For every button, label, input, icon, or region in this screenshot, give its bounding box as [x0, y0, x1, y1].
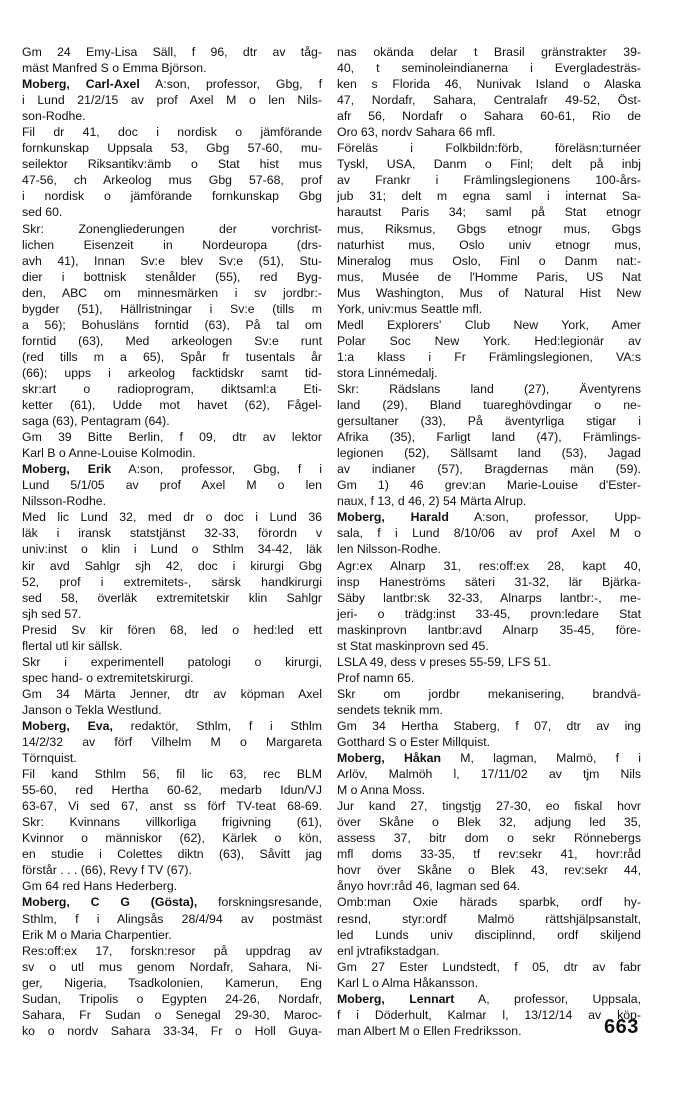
text-line	[22, 44, 322, 60]
text-line	[337, 124, 641, 140]
line-text: enl jvtrafikstadgan.	[337, 943, 440, 958]
line-text: Säby lantbr:sk 32-33, Alnarps lantbr:-, me-	[337, 590, 641, 605]
line-text: forntid (63), Med arkeologen Sv:e runt	[22, 333, 322, 348]
line-text: Gm 24 Emy-Lisa Säll, f 96, dtr av tåg-	[22, 45, 322, 59]
text-line	[337, 445, 641, 461]
text-line	[337, 397, 641, 413]
text-line	[22, 782, 322, 798]
line-text: fornkunskap Uppsala 53, Gbg 57-60, mu-	[22, 141, 322, 156]
line-text: ger, Nigeria, Tsadkolonien, Kamerun, Eng	[22, 975, 322, 990]
text-line	[337, 221, 641, 237]
text-line	[22, 943, 322, 959]
line-text: mfl doms 33-35, tf rev:sekr 41, hovr:råd	[337, 847, 641, 862]
text-line	[337, 1023, 641, 1039]
text-line	[337, 140, 641, 156]
line-text: Kvinnor o människor (62), Kärlek o kön,	[22, 831, 322, 846]
text-line	[337, 237, 641, 253]
text-line	[337, 894, 641, 910]
line-text: Lund 5/1/05 av prof Axel M o len	[22, 478, 322, 493]
text-line	[337, 204, 641, 220]
text-line	[337, 172, 641, 188]
text-line	[22, 333, 322, 349]
line-text: sv o utl mus genom Nordafr, Sahara, Ni-	[22, 959, 322, 974]
line-text: bygder (51), Hällristningar i Sv:e (tills m	[22, 301, 322, 316]
line-text: LSLA 49, dess v preses 55-59, LFS 51.	[337, 654, 551, 669]
text-line	[22, 108, 322, 124]
line-text: (66); upps i arkeolog facktidskr samt tid-	[22, 365, 322, 380]
text-line	[22, 285, 322, 301]
text-line	[22, 911, 322, 927]
line-text: 14/2/32 av förf Vilhelm M o Margareta	[22, 735, 322, 750]
line-text: Prof namn 65.	[337, 670, 415, 685]
line-text: 1:a klass i Fr Främlingslegionen, VA:s	[337, 349, 641, 364]
text-line	[22, 878, 322, 894]
text-line	[22, 445, 322, 461]
line-text: forskningsresande,	[197, 895, 322, 910]
line-text: A:son, professor, Upp-	[448, 510, 641, 525]
text-line	[337, 269, 641, 285]
text-line	[337, 862, 641, 878]
line-text: sala, f i Lund 8/10/06 av prof Axel M o	[337, 526, 641, 541]
text-line	[22, 750, 322, 766]
line-text: Agr:ex Alnarp 31, res:off:ex 28, kapt 40,	[337, 558, 641, 573]
line-text: (red tills m a 65), Spår fr tusentals år	[22, 349, 322, 364]
line-text: York, univ:mus Seattle mfl.	[337, 301, 483, 316]
line-text: a 56); Bohusläns forntid (63), På tal om	[22, 317, 322, 332]
line-text: len Nilsson-Rodhe.	[337, 542, 441, 557]
text-line	[337, 638, 641, 654]
text-line	[22, 766, 322, 782]
text-line	[337, 317, 641, 333]
line-text: Gm 39 Bitte Berlin, f 09, dtr av lektor	[22, 430, 322, 445]
text-line	[22, 509, 322, 525]
text-line	[22, 253, 322, 269]
line-text: sed 58, överläk extremitetskir klin Sahlgr	[22, 590, 322, 605]
line-text: en studie i Colettes diktn (63), Såvitt jag	[22, 847, 322, 862]
entry-heading: Moberg, Carl-Axel	[22, 77, 140, 92]
line-text: st Stat maskinprovn sed 45.	[337, 638, 489, 653]
line-text: assess 37, bitr dom o sekr Rönnebergs	[337, 831, 641, 846]
text-line	[22, 237, 322, 253]
line-text: A:son, professor, Gbg, f i	[111, 462, 322, 477]
text-line	[22, 541, 322, 557]
text-line	[337, 558, 641, 574]
text-line	[22, 718, 322, 734]
text-line	[337, 943, 641, 959]
line-text: sendets teknik mm.	[337, 702, 443, 717]
line-text: afr 56, Nordafr o Sahara 60-61, Rio de	[337, 109, 641, 124]
text-line	[337, 927, 641, 943]
line-text: över Skåne o Blek 32, adjung led 35,	[337, 815, 641, 830]
line-text: Omb:man Oxie härads sparbk, ordf hy-	[337, 895, 641, 910]
line-text: harautst Paris 34; saml på Stat etnogr	[337, 205, 641, 220]
line-text: mus, Riksmus, Gbgs etnogr mus, Gbgs	[337, 221, 641, 236]
text-line	[337, 365, 641, 381]
line-text: Oro 63, nordv Sahara 66 mfl.	[337, 125, 496, 140]
text-line	[337, 253, 641, 269]
text-line	[337, 975, 641, 991]
text-line	[337, 814, 641, 830]
text-line	[337, 766, 641, 782]
text-line	[337, 959, 641, 975]
line-text: Sudan, Tripolis o Egypten 24-26, Nordafr,	[22, 991, 322, 1006]
left-column	[22, 44, 322, 1039]
text-line	[337, 782, 641, 798]
line-text: gersultaner (33), På äventyrliga stigar i	[337, 414, 641, 429]
text-line	[22, 734, 322, 750]
text-line	[337, 734, 641, 750]
text-line	[22, 140, 322, 156]
line-text: legionen (52), Sällsamt land (53), Jagad	[337, 446, 641, 461]
text-line	[22, 814, 322, 830]
line-text: insp Haneströms säteri 31-32, lär Bjärka-	[337, 574, 641, 589]
line-text: dier i bottnisk stenålder (55), red Byg-	[22, 269, 322, 284]
text-line	[22, 349, 322, 365]
text-line	[22, 397, 322, 413]
line-text: f i Döderhult, Kalmar l, 13/12/14 av köp-	[337, 1007, 641, 1022]
line-text: hovr över Skåne o Blek 43, rev:sekr 44,	[337, 863, 641, 878]
line-text: Mus Washington, Mus of Natural Hist New	[337, 285, 641, 300]
text-line	[22, 124, 322, 140]
line-text: Gotthard S o Ester Millquist.	[337, 735, 491, 750]
line-text: skr:art o radioprogram, diktsaml:a Eti-	[22, 381, 322, 396]
line-text: univ:inst o klin i Lund o Sthlm 34-42, läk	[22, 542, 322, 557]
line-text: Fil dr 41, doc i nordisk o jämförande	[22, 125, 322, 140]
text-line	[22, 269, 322, 285]
line-text: Sthlm, f i Alingsås 28/4/94 av postmäst	[22, 911, 322, 926]
line-text: ko o nordv Sahara 33-34, Fr o Holl Guya-	[22, 1023, 322, 1038]
line-text: naux, f 13, d 46, 2) 54 Märta Alrup.	[337, 494, 527, 509]
text-line	[337, 429, 641, 445]
text-line	[337, 156, 641, 172]
line-text: mus, Musée de l'Homme Paris, US Nat	[337, 269, 641, 284]
line-text: son-Rodhe.	[22, 109, 86, 124]
line-text: mäst Manfred S o Emma Björson.	[22, 61, 207, 76]
line-text: sjh sed 57.	[22, 606, 82, 621]
line-text: 47, Nordafr, Sahara, Centralafr 49-52, Öst-	[337, 93, 641, 108]
text-line	[337, 878, 641, 894]
text-line	[22, 654, 322, 670]
line-text: Skr: Zonengliederungen der vorchrist-	[22, 221, 322, 236]
text-line	[22, 156, 322, 172]
text-line	[337, 108, 641, 124]
text-line	[22, 1007, 322, 1023]
line-text: Törnquist.	[22, 751, 77, 766]
text-line	[337, 60, 641, 76]
text-line	[22, 622, 322, 638]
text-line	[337, 654, 641, 670]
text-line	[22, 959, 322, 975]
text-line	[337, 349, 641, 365]
text-line	[337, 991, 641, 1007]
text-line	[22, 365, 322, 381]
line-text: Gm 1) 46 grev:an Marie-Louise d'Ester-	[337, 478, 641, 493]
text-line	[22, 413, 322, 429]
text-line	[337, 285, 641, 301]
right-column	[337, 44, 641, 1039]
text-line	[22, 638, 322, 654]
line-text: avh 41), Innan Sv:e blev Sv:e (51), Stu-	[22, 253, 322, 268]
text-line	[22, 525, 322, 541]
line-text: den, ABC om minnesmärken i sv jordbr:-	[22, 285, 322, 300]
text-line	[337, 477, 641, 493]
entry-heading: Moberg, Eva,	[22, 718, 113, 733]
line-text: Gm 27 Ester Lundstedt, f 05, dtr av fabr	[337, 959, 641, 974]
line-text: land (29), Bland tuareghövdingar o ne-	[337, 398, 641, 413]
line-text: Skr i experimentell patologi o kirurgi,	[22, 654, 322, 669]
line-text: spec hand- o extremitetskirurgi.	[22, 670, 194, 685]
text-line	[22, 1023, 322, 1039]
line-text: Arlöv, Malmöh l, 17/11/02 av tjm Nils	[337, 767, 641, 782]
line-text: Afrika (35), Farligt land (47), Främlings-	[337, 430, 641, 445]
line-text: sed 60.	[22, 205, 63, 220]
text-line	[22, 991, 322, 1007]
text-line	[337, 590, 641, 606]
line-text: i nordisk o jämförande fornkunskap Gbg	[22, 189, 322, 204]
text-line	[22, 477, 322, 493]
text-line	[337, 188, 641, 204]
line-text: A, professor, Uppsala,	[454, 991, 641, 1006]
line-text: Karl B o Anne-Louise Kolmodin.	[22, 446, 196, 461]
text-line	[22, 846, 322, 862]
text-line	[22, 862, 322, 878]
line-text: naturhist mus, Oslo univ etnogr mus,	[337, 237, 641, 252]
text-line	[22, 204, 322, 220]
text-line	[22, 558, 322, 574]
line-text: 47-56, ch Arkeolog mus Gbg 57-68, prof	[22, 173, 322, 188]
line-text: lichen Eisenzeit in Nordeuropa (drs-	[22, 237, 322, 252]
text-line	[337, 509, 641, 525]
line-text: 63-67, Vi sed 67, anst ss förf TV-teat 68-69.	[22, 799, 322, 814]
line-text: M o Anna Moss.	[337, 783, 426, 798]
text-line	[22, 894, 322, 910]
entry-heading: Moberg, Håkan	[337, 751, 441, 766]
line-text: Janson o Tekla Westlund.	[22, 702, 162, 717]
line-text: Res:off:ex 17, forskn:resor på uppdrag av	[22, 943, 322, 958]
line-text: redaktör, Sthlm, f i Sthlm	[112, 718, 322, 733]
line-text: Karl L o Alma Håkansson.	[337, 975, 479, 990]
line-text: ken s Florida 46, Nunivak Island o Alaska	[337, 77, 641, 92]
line-text: Mineralog mus Oslo, Finl o Danm nat:-	[337, 253, 641, 268]
text-line	[22, 830, 322, 846]
text-line	[337, 798, 641, 814]
line-text: jeri- o trädg:inst 33-45, provn:ledare Stat	[337, 606, 641, 621]
text-line	[22, 670, 322, 686]
text-line	[22, 798, 322, 814]
text-line	[22, 221, 322, 237]
line-text: Skr: Rädslans land (27), Äventyrens	[337, 381, 641, 396]
text-line	[22, 76, 322, 92]
line-text: av indianer (57), Bragdernas män (59).	[337, 462, 641, 477]
text-line	[22, 574, 322, 590]
text-line	[337, 413, 641, 429]
page-number: 663	[604, 1016, 639, 1038]
line-text: saga (63), Pentagram (64).	[22, 414, 170, 429]
line-text: Skr: Kvinnans villkorliga frigivning (61),	[22, 815, 322, 830]
text-line	[22, 188, 322, 204]
line-text: seilektor Riksantikv:ämb o Stat hist mus	[22, 157, 322, 172]
line-text: Presid Sv kir fören 68, led o hed:led ett	[22, 622, 322, 637]
line-text: Polar Soc New York. Hed:legionär av	[337, 333, 641, 348]
text-line	[22, 686, 322, 702]
text-line	[22, 92, 322, 108]
text-line	[22, 590, 322, 606]
text-line	[22, 975, 322, 991]
text-line	[337, 718, 641, 734]
text-line	[22, 60, 322, 76]
text-line	[22, 606, 322, 622]
line-text: ånyo hovr:råd 46, lagman sed 64.	[337, 879, 521, 894]
text-line	[337, 606, 641, 622]
line-text: Fil kand Sthlm 56, fil lic 63, rec BLM	[22, 767, 322, 782]
text-line	[337, 846, 641, 862]
line-text: Gm 34 Hertha Staberg, f 07, dtr av ing	[337, 718, 641, 733]
text-line	[22, 927, 322, 943]
line-text: Sahara, Fr Sudan o Senegal 29-30, Maroc-	[22, 1007, 322, 1022]
text-line	[337, 622, 641, 638]
text-line	[337, 301, 641, 317]
text-line	[22, 381, 322, 397]
line-text: 55-60, red Hertha 60-62, medarb Idun/VJ	[22, 783, 322, 798]
text-line	[337, 670, 641, 686]
line-text: 52, prof i extremitets-, särsk handkirurgi	[22, 574, 322, 589]
text-line	[337, 686, 641, 702]
line-text: A:son, professor, Gbg, f	[139, 77, 322, 92]
text-line	[22, 429, 322, 445]
text-line	[337, 911, 641, 927]
text-line	[337, 525, 641, 541]
text-line	[337, 76, 641, 92]
line-text: Jur kand 27, tingstjg 27-30, eo fiskal hovr	[337, 799, 641, 814]
line-text: led Lunds univ disciplinnd, ordf skiljend	[337, 927, 641, 942]
entry-heading: Moberg, Erik	[22, 462, 112, 477]
line-text: resnd, styr:ordf Malmö rättshjälpsanstalt,	[337, 911, 641, 926]
line-text: M, lagman, Malmö, f i	[440, 751, 641, 766]
line-text: nas okända delar t Brasil gränstrakter 39-	[337, 45, 641, 59]
text-line	[22, 172, 322, 188]
line-text: Gm 64 red Hans Hederberg.	[22, 879, 178, 894]
line-text: Tyskl, USA, Danm o Finl; delt på inbj	[337, 157, 641, 172]
line-text: Föreläs i Folkbildn:förb, föreläsn:turnéer	[337, 141, 641, 156]
line-text: läk i iransk statstjänst 32-33, förordn v	[22, 526, 322, 541]
line-text: 40, t seminoleindianerna i Evergladesträs-	[337, 61, 641, 76]
line-text: av Frankr i Främlingslegionens 100-års-	[337, 173, 641, 188]
text-line	[22, 317, 322, 333]
text-line	[337, 493, 641, 509]
text-line	[22, 461, 322, 477]
line-text: Erik M o Maria Charpentier.	[22, 927, 172, 942]
line-text: Medl Explorers' Club New York, Amer	[337, 317, 641, 332]
text-line	[337, 333, 641, 349]
text-line	[22, 493, 322, 509]
line-text: Med lic Lund 32, med dr o doc i Lund 36	[22, 510, 322, 525]
text-line	[337, 381, 641, 397]
line-text: stora Linnémedalj.	[337, 365, 438, 380]
line-text: Nilsson-Rodhe.	[22, 494, 107, 509]
line-text: Skr om jordbr mekanisering, brandvä-	[337, 686, 641, 701]
entry-heading: Moberg, Harald	[337, 510, 449, 525]
text-line	[22, 301, 322, 317]
text-line	[337, 1007, 641, 1023]
line-text: Gm 34 Märta Jenner, dtr av köpman Axel	[22, 686, 322, 701]
text-line	[337, 44, 641, 60]
line-text: kir avd Sahlgr sjh 42, doc i kirurgi Gbg	[22, 558, 322, 573]
line-text: man Albert M o Ellen Fredriksson.	[337, 1023, 522, 1038]
line-text: maskinprovn lantbr:avd Alnarp 35-45, före-	[337, 622, 641, 637]
text-line	[337, 92, 641, 108]
text-line	[337, 702, 641, 718]
line-text: i Lund 21/2/15 av prof Axel M o len Nils-	[22, 93, 322, 108]
line-text: jub 31; delt m egna saml i internat Sa-	[337, 189, 641, 204]
line-text: ketter (61), Udde mot havet (62), Fågel-	[22, 398, 322, 413]
text-line	[22, 702, 322, 718]
entry-heading: Moberg, Lennart	[337, 991, 455, 1006]
line-text: förstår . . . (66), Revy f TV (67).	[22, 863, 192, 878]
text-line	[337, 541, 641, 557]
text-line	[337, 750, 641, 766]
entry-heading: Moberg, C G (Gösta),	[22, 895, 198, 910]
line-text: flertal utl kir sällsk.	[22, 638, 123, 653]
text-line	[337, 574, 641, 590]
text-line	[337, 461, 641, 477]
text-line	[337, 830, 641, 846]
